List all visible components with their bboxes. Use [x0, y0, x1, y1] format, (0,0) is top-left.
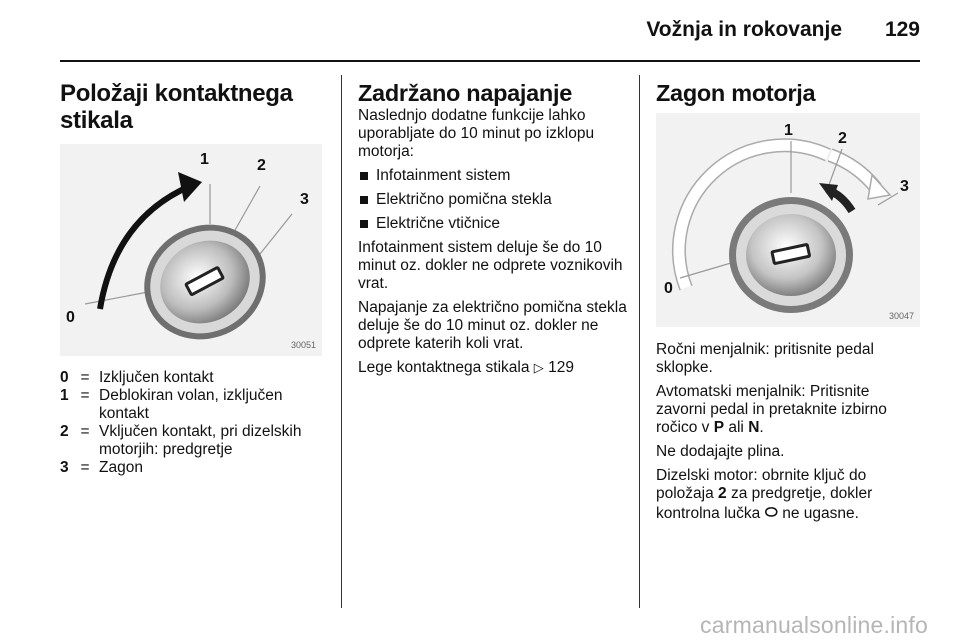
label-1: 1 [784, 122, 793, 139]
text-run: ali [724, 419, 749, 436]
label-0: 0 [664, 280, 673, 297]
gear-n: N [748, 419, 760, 436]
page-header [0, 0, 960, 60]
section-title: Vožnja in rokovanje [646, 18, 842, 41]
label-1: 1 [200, 151, 209, 168]
definition-text: Izključen kontakt [99, 369, 214, 386]
glow-plug-icon: ࿀ [764, 502, 778, 522]
list-item: Infotainment sistem [358, 167, 630, 185]
column-divider-1 [341, 75, 342, 608]
watermark: carmanualsonline.info [700, 612, 928, 638]
engine-start-heading: Zagon motorja [656, 80, 816, 106]
windows-paragraph: Napajanje za električno pomična stekla deluje še do 10 minut oz. dokler ne odprete katerih koli vrat. [358, 299, 627, 352]
retained-power-intro: Naslednjo dodatne funkcije lahko uporabljate do 10 minut po izklopu motorja: [358, 107, 595, 160]
cross-reference-page: 129 [548, 359, 574, 376]
cross-reference[interactable] [358, 359, 630, 377]
text-run: . [759, 419, 764, 436]
label-3: 3 [900, 178, 909, 195]
definition-text: Deblokiran volan, izključen kontakt [99, 387, 283, 422]
label-3: 3 [300, 191, 309, 208]
position-2: 2 [718, 485, 727, 502]
definition-equals: = [80, 423, 90, 440]
text-run: za predgretje, dokler kontrolna lučka [656, 485, 873, 522]
retained-power-list [358, 167, 630, 233]
definition-key: 3 [60, 459, 69, 476]
retained-power-heading: Zadržano napajanje [358, 80, 572, 106]
retained-power-section [358, 70, 630, 383]
gear-p: P [713, 419, 725, 436]
definition-text: Vključen kontakt, pri dizelskih motorjih: predgretje [99, 423, 302, 458]
engine-start-section [656, 70, 922, 529]
page-number: 129 [884, 18, 920, 41]
text-run: Dizelski motor: obrnite ključ do položaja [656, 467, 867, 502]
list-item: Električno pomična stekla [358, 191, 630, 209]
header-rule [60, 60, 920, 62]
arrow-reference-icon: ▷ [533, 360, 544, 375]
ignition-switch-figure [60, 144, 322, 356]
definition-key: 2 [60, 423, 69, 440]
definition-equals: = [80, 459, 90, 476]
definition-text: Zagon [99, 459, 143, 476]
ignition-positions-section [60, 70, 325, 477]
definition-equals: = [80, 387, 90, 404]
position-definitions [60, 369, 325, 477]
definition-key: 0 [60, 369, 69, 386]
text-run: Avtomatski menjalnik: Pritisnite zavorni pedal in pretaknite izbirno ročico v [656, 383, 887, 436]
engine-start-illustration [656, 113, 920, 327]
definition-equals: = [80, 369, 90, 386]
manual-transmission-paragraph: Ročni menjalnik: pritisnite pedal sklopke. [656, 341, 874, 376]
definition-row [60, 459, 325, 477]
text-run: ne ugasne. [777, 505, 859, 522]
ignition-positions-heading: Položaji kontaktnega stikala [60, 80, 293, 134]
figure-code: 30051 [290, 340, 316, 350]
definition-row [60, 423, 325, 459]
definition-row [60, 369, 325, 387]
figure-code: 30047 [888, 311, 914, 321]
column-divider-2 [639, 75, 640, 608]
automatic-transmission-paragraph [656, 383, 922, 437]
label-0: 0 [66, 309, 75, 326]
diesel-paragraph [656, 467, 922, 523]
list-item: Električne vtičnice [358, 215, 630, 233]
infotainment-paragraph: Infotainment sistem deluje še do 10 minut oz. dokler ne odprete voznikovih vrat. [358, 239, 623, 292]
no-throttle-paragraph: Ne dodajajte plina. [656, 443, 785, 460]
ignition-switch-illustration [60, 144, 322, 356]
definition-key: 1 [60, 387, 69, 404]
label-2: 2 [257, 157, 266, 174]
cross-reference-text: Lege kontaktnega stikala [358, 359, 530, 376]
definition-row [60, 387, 325, 423]
label-2: 2 [838, 130, 847, 147]
engine-start-figure [656, 113, 920, 327]
